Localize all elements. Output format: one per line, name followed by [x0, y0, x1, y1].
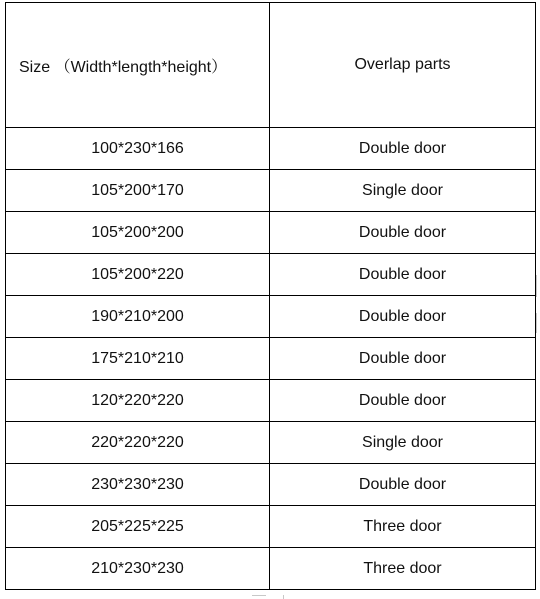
size-cell: 210*230*230: [6, 548, 270, 590]
overlap-column-header: Overlap parts: [270, 3, 536, 128]
overlap-cell: Double door: [270, 380, 536, 422]
size-cell: 205*225*225: [6, 506, 270, 548]
table-row: [6, 338, 536, 380]
table-row: [6, 254, 536, 296]
overlap-cell: Double door: [270, 338, 536, 380]
size-cell: 175*210*210: [6, 338, 270, 380]
document-sheet: [5, 2, 535, 592]
size-overlap-table: [5, 2, 536, 590]
size-cell: 230*230*230: [6, 464, 270, 506]
size-cell: 105*200*170: [6, 170, 270, 212]
size-cell: 220*220*220: [6, 422, 270, 464]
table-row: [6, 422, 536, 464]
overlap-cell: Double door: [270, 212, 536, 254]
table-header-row: [6, 3, 536, 128]
size-column-header: Size （Width*length*height）: [6, 3, 270, 128]
table-row: [6, 548, 536, 590]
overlap-cell: Double door: [270, 254, 536, 296]
size-cell: 105*200*200: [6, 212, 270, 254]
size-cell: 105*200*220: [6, 254, 270, 296]
table-row: [6, 170, 536, 212]
page-edge-mark: [536, 275, 537, 297]
table-row: [6, 128, 536, 170]
table-row: [6, 506, 536, 548]
table-row: [6, 464, 536, 506]
size-cell: 120*220*220: [6, 380, 270, 422]
overlap-cell: Three door: [270, 548, 536, 590]
overlap-cell: Single door: [270, 422, 536, 464]
size-cell: 190*210*200: [6, 296, 270, 338]
table-row: [6, 296, 536, 338]
overlap-cell: Double door: [270, 464, 536, 506]
page-edge-mark: [283, 595, 284, 599]
overlap-cell: Single door: [270, 170, 536, 212]
size-cell: 100*230*166: [6, 128, 270, 170]
overlap-cell: Double door: [270, 128, 536, 170]
page-edge-mark: [536, 313, 537, 333]
table-row: [6, 212, 536, 254]
overlap-cell: Double door: [270, 296, 536, 338]
overlap-cell: Three door: [270, 506, 536, 548]
page-edge-mark: [252, 595, 266, 596]
table-row: [6, 380, 536, 422]
